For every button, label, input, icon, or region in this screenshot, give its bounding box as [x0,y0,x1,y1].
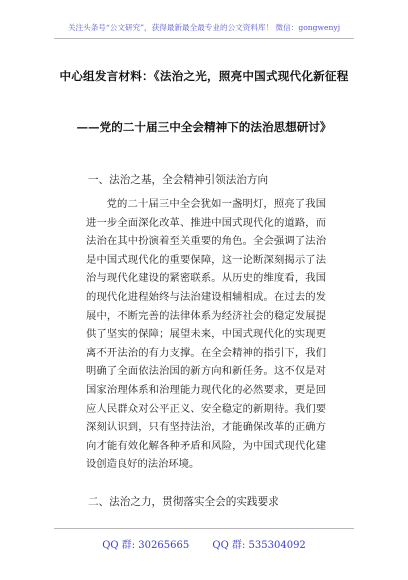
footer-divider [54,528,354,529]
section-2-heading: 二、法治之力，贯彻落实全会的实践要求 [88,496,279,508]
footer [0,536,408,551]
footer-qq-group-2: QQ 群: 535304092 [212,540,306,551]
section-1-paragraph: 党的二十届三中全会犹如一盏明灯，照亮了我国进一步全面深化改革、推进中国式现代化的道路，而法治在其中扮演着至关重要的角色。全会强调了法治是中国式现代化的重要保障，这一论断深刻揭示了法治与现代化建设的紧密联系。从历史的维度看，我国的现代化进程始终与法治建设相辅相成。在过去的发展中，不断完善的法律体系为经济社会的稳定发展提供了坚实的保障；展望未来，中国式现代化的实现更离不开法治的有力支撑。在全会精神的指引下，我们明确了全面依法治国的新方向和新任务。这不仅是对国家治理体系和治理能力现代化的必然要求，更是回应人民群众对公平正义、安全稳定的新期待。我们要深刻认识到，只有坚持法治，才能确保改革的正确方向才能有效化解各种矛盾和风险，为中国式现代化建设创造良好的法治环境。 [86,198,326,471]
header-banner: 关注头条号“公文研究”，获得最新最全最专业的公文资料库！ 微信：gongwenyj [67,23,341,32]
section-1-body [86,195,326,474]
header-divider [54,38,354,39]
section-1-heading: 一、法治之基，全会精神引领法治方向 [88,174,269,186]
document-title: 中心组发言材料：《法治之光，照亮中国式现代化新征程 [59,69,349,83]
document-subtitle: ——党的二十届三中全会精神下的法治思想研讨》 [76,120,332,134]
footer-qq-group-1: QQ 群: 30265665 [102,540,190,551]
